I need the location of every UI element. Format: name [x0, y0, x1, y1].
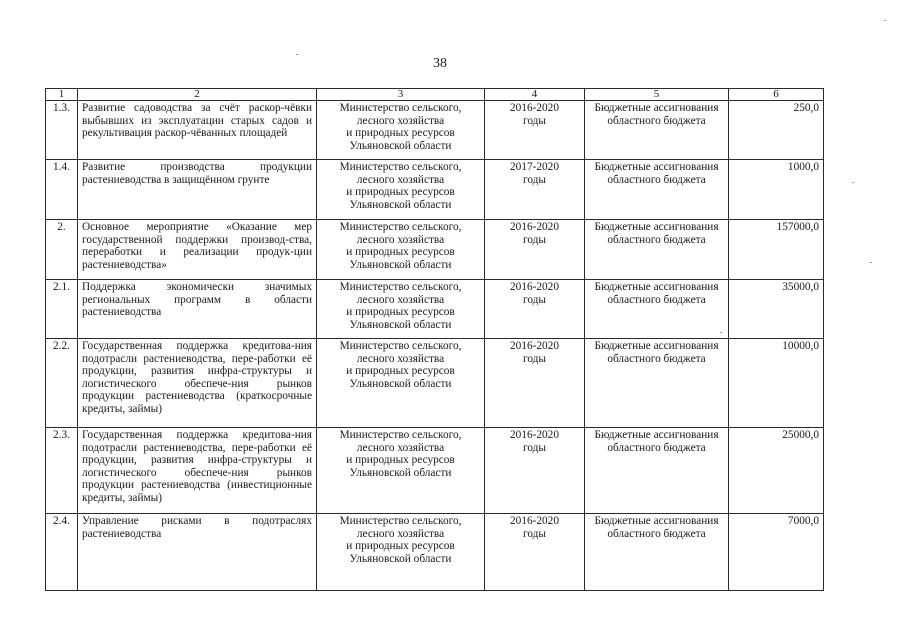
- item-number: 2.1.: [46, 280, 78, 339]
- scan-speck: [884, 20, 886, 21]
- period-line: 2016-2020: [510, 429, 559, 441]
- executor-line: Министерство сельского,: [339, 161, 462, 173]
- amount: 7000,0: [729, 514, 824, 591]
- funding-source: [585, 339, 729, 428]
- executor: [317, 280, 485, 339]
- funding-source-line: областного бюджета: [607, 293, 706, 306]
- executor-line: и природных ресурсов: [346, 365, 455, 378]
- funding-source-line: Бюджетные ассигнования: [594, 281, 719, 293]
- period-line: годы: [522, 441, 546, 454]
- executor-line: Ульяновской области: [349, 466, 452, 479]
- scan-speck: [870, 262, 872, 263]
- executor-line: Ульяновской области: [349, 139, 452, 152]
- item-number: 1.4.: [46, 160, 78, 220]
- period: [485, 160, 585, 220]
- period-line: годы: [522, 233, 546, 246]
- scan-speck: [720, 332, 722, 333]
- table-row: [46, 220, 824, 280]
- executor-line: и природных ресурсов: [346, 306, 455, 319]
- funding-source-line: областного бюджета: [607, 527, 706, 540]
- executor-line: лесного хозяйства: [356, 293, 445, 306]
- table-row: [46, 280, 824, 339]
- executor-line: Ульяновской области: [349, 318, 452, 331]
- funding-source-line: областного бюджета: [607, 233, 706, 246]
- period-line: 2016-2020: [510, 221, 559, 233]
- executor: [317, 101, 485, 160]
- executor-line: Ульяновской области: [349, 377, 452, 390]
- period: [485, 101, 585, 160]
- executor: [317, 220, 485, 280]
- period: [485, 428, 585, 514]
- funding-source: [585, 280, 729, 339]
- funding-source-line: Бюджетные ассигнования: [594, 515, 719, 527]
- column-header: 3: [317, 89, 485, 101]
- measure-name: Государственная поддержка кредитова-ния подотрасли растениеводства, пере-работки её продукции, развития инфра-структуры и логистического обеспече-ния рынков продукции растениеводства (краткосрочные кредиты, займы): [78, 339, 317, 428]
- period-line: 2016-2020: [510, 340, 559, 352]
- measure-name: Развитие садоводства за счёт раскор-чёвки выбывших из эксплуатации старых садов и рекультивация раскор-чёванных площадей: [78, 101, 317, 160]
- executor-line: Министерство сельского,: [339, 221, 462, 233]
- period: [485, 514, 585, 591]
- executor-line: Ульяновской области: [349, 198, 452, 211]
- amount: 157000,0: [729, 220, 824, 280]
- executor-line: и природных ресурсов: [346, 540, 455, 553]
- period-line: 2016-2020: [510, 102, 559, 114]
- executor-line: Ульяновской области: [349, 552, 452, 565]
- table-row: [46, 101, 824, 160]
- funding-source: [585, 101, 729, 160]
- funding-source-line: Бюджетные ассигнования: [594, 429, 719, 441]
- executor: [317, 160, 485, 220]
- page-number: 38: [433, 56, 447, 71]
- amount: 10000,0: [729, 339, 824, 428]
- period: [485, 339, 585, 428]
- period-line: годы: [522, 173, 546, 186]
- executor-line: лесного хозяйства: [356, 441, 445, 454]
- funding-source-line: областного бюджета: [607, 441, 706, 454]
- funding-source-line: Бюджетные ассигнования: [594, 340, 719, 352]
- measure-name: Развитие производства продукции растениеводства в защищённом грунте: [78, 160, 317, 220]
- amount: 35000,0: [729, 280, 824, 339]
- item-number: 1.3.: [46, 101, 78, 160]
- measure-name: Поддержка экономически значимых региональных программ в области растениеводства: [78, 280, 317, 339]
- column-header: 5: [585, 89, 729, 101]
- executor-line: Министерство сельского,: [339, 340, 462, 352]
- amount: 1000,0: [729, 160, 824, 220]
- amount: 25000,0: [729, 428, 824, 514]
- funding-source: [585, 220, 729, 280]
- period-line: годы: [522, 293, 546, 306]
- funding-source-line: областного бюджета: [607, 352, 706, 365]
- executor-line: Ульяновской области: [349, 258, 452, 271]
- funding-source-line: областного бюджета: [607, 173, 706, 186]
- period-line: годы: [522, 527, 546, 540]
- period-line: 2017-2020: [510, 161, 559, 173]
- header-row: [46, 89, 824, 101]
- executor-line: лесного хозяйства: [356, 114, 445, 127]
- table-row: [46, 514, 824, 591]
- executor-line: лесного хозяйства: [356, 352, 445, 365]
- column-header: 2: [78, 89, 317, 101]
- period-line: годы: [522, 352, 546, 365]
- executor-line: лесного хозяйства: [356, 233, 445, 246]
- item-number: 2.2.: [46, 339, 78, 428]
- executor-line: и природных ресурсов: [346, 127, 455, 140]
- item-number: 2.3.: [46, 428, 78, 514]
- table-row: [46, 428, 824, 514]
- scan-speck: [296, 54, 298, 55]
- executor: [317, 428, 485, 514]
- column-header: 4: [485, 89, 585, 101]
- executor-line: Министерство сельского,: [339, 281, 462, 293]
- executor-line: лесного хозяйства: [356, 527, 445, 540]
- funding-source-line: Бюджетные ассигнования: [594, 161, 719, 173]
- amount: 250,0: [729, 101, 824, 160]
- executor: [317, 339, 485, 428]
- period: [485, 220, 585, 280]
- executor-line: Министерство сельского,: [339, 429, 462, 441]
- funding-source-line: областного бюджета: [607, 114, 706, 127]
- table-row: [46, 160, 824, 220]
- measures-table: [45, 88, 824, 591]
- period-line: 2016-2020: [510, 515, 559, 527]
- item-number: 2.: [46, 220, 78, 280]
- executor-line: Министерство сельского,: [339, 515, 462, 527]
- table-row: [46, 339, 824, 428]
- period: [485, 280, 585, 339]
- column-header: 6: [729, 89, 824, 101]
- executor: [317, 514, 485, 591]
- column-header: 1: [46, 89, 78, 101]
- measure-name: Государственная поддержка кредитова-ния подотрасли растениеводства, пере-работки её продукции, развития инфра-структуры и логистического обеспече-ния рынков продукции растениеводства (инвестиционные кредиты, займы): [78, 428, 317, 514]
- period-line: годы: [522, 114, 546, 127]
- scan-speck: [852, 182, 854, 183]
- item-number: 2.4.: [46, 514, 78, 591]
- executor-line: лесного хозяйства: [356, 173, 445, 186]
- funding-source: [585, 160, 729, 220]
- executor-line: Министерство сельского,: [339, 102, 462, 114]
- period-line: 2016-2020: [510, 281, 559, 293]
- measure-name: Управление рисками в подотраслях растениеводства: [78, 514, 317, 591]
- measure-name: Основное мероприятие «Оказание мер государственной поддержки производ-ства, переработки и реализации продук-ции растениеводства»: [78, 220, 317, 280]
- funding-source: [585, 514, 729, 591]
- funding-source: [585, 428, 729, 514]
- executor-line: и природных ресурсов: [346, 186, 455, 199]
- executor-line: и природных ресурсов: [346, 246, 455, 259]
- executor-line: и природных ресурсов: [346, 454, 455, 467]
- funding-source-line: Бюджетные ассигнования: [594, 102, 719, 114]
- funding-source-line: Бюджетные ассигнования: [594, 221, 719, 233]
